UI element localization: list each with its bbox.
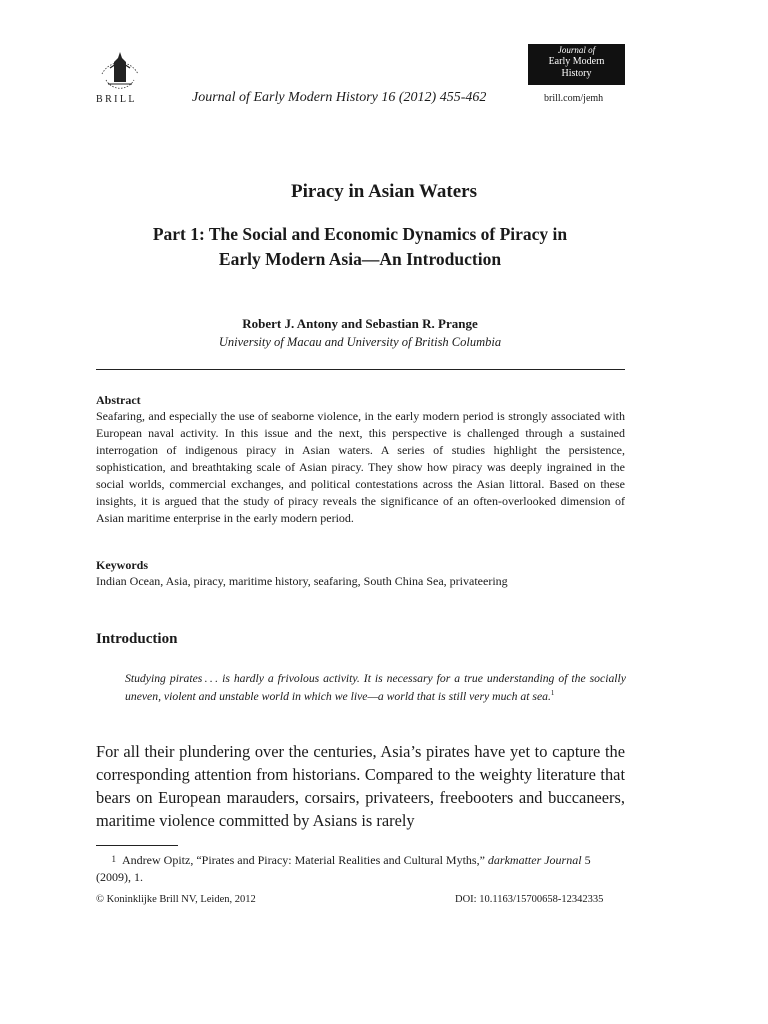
footnote (96, 851, 625, 886)
epigraph (125, 670, 626, 705)
publisher-name: BRILL (96, 94, 137, 105)
abstract-heading: Abstract (96, 393, 141, 407)
article-title: Piracy in Asian Waters (291, 181, 477, 202)
journal-badge (528, 44, 625, 85)
abstract-text: Seafaring, and especially the use of seaborne violence, in the early modern period is strongly associated with European naval activity. In this issue and the next, this perspective is challenged through a sustained interrogation of indigenous piracy in Asian waters. A series of studies highlight the persistence, sophistication, and breathtaking scale of Asian piracy. They show how piracy was deeply ingrained in the social worlds, commercial exchanges, and political contestations across the Asian littoral. Based on these insights, it is argued that the study of piracy reveals the significance of an often-overlooked dimension of Asian maritime enterprise in the early modern period. (96, 409, 625, 525)
subtitle-line-2: Early Modern Asia—An Introduction (218, 249, 502, 269)
keywords-text: Indian Ocean, Asia, piracy, maritime history, seafaring, South China Sea, privateering (96, 574, 508, 588)
footnote-text-end: 5 (2009), 1. (96, 853, 591, 884)
journal-badge-line2: Early Modern (548, 56, 605, 67)
epigraph-text: Studying pirates . . . is hardly a frivolous activity. It is necessary for a true understanding of the socially uneven, violent and unstable world in which we live—a world that is still very much at sea. (125, 672, 626, 703)
copyright: © Koninklijke Brill NV, Leiden, 2012 (96, 894, 256, 905)
journal-badge-line1: Journal of (557, 45, 596, 55)
brill-logo (96, 44, 144, 90)
authors: Robert J. Antony and Sebastian R. Prange (242, 316, 478, 331)
footnote-ref[interactable]: 1 (550, 688, 555, 697)
subtitle-line-1: Part 1: The Social and Economic Dynamics of Piracy in (152, 224, 568, 244)
keywords-heading: Keywords (96, 558, 148, 572)
introduction-heading: Introduction (96, 631, 178, 647)
divider (96, 369, 625, 370)
journal-url[interactable]: brill.com/jemh (544, 93, 604, 104)
footnote-number: 1 (111, 854, 116, 864)
journal-badge-line3: History (561, 68, 592, 79)
doi[interactable]: DOI: 10.1163/15700658-12342335 (455, 894, 604, 905)
footnote-divider (96, 845, 178, 846)
affiliation: University of Macau and University of British Columbia (218, 335, 502, 349)
footnote-journal: darkmatter Journal (487, 853, 582, 867)
journal-citation: Journal of Early Modern History 16 (2012) 455-462 (192, 90, 487, 105)
article-subtitle (96, 222, 624, 272)
body-paragraph: For all their plundering over the centuries, Asia’s pirates have yet to capture the corresponding attention from historians. Compared to the weighty literature that bears on European marauders, corsairs, privateers, freebooters and buccaneers, maritime violence committed by Asians is rarely (96, 742, 625, 830)
footnote-text: Andrew Opitz, “Pirates and Piracy: Material Realities and Cultural Myths,” (122, 853, 485, 867)
